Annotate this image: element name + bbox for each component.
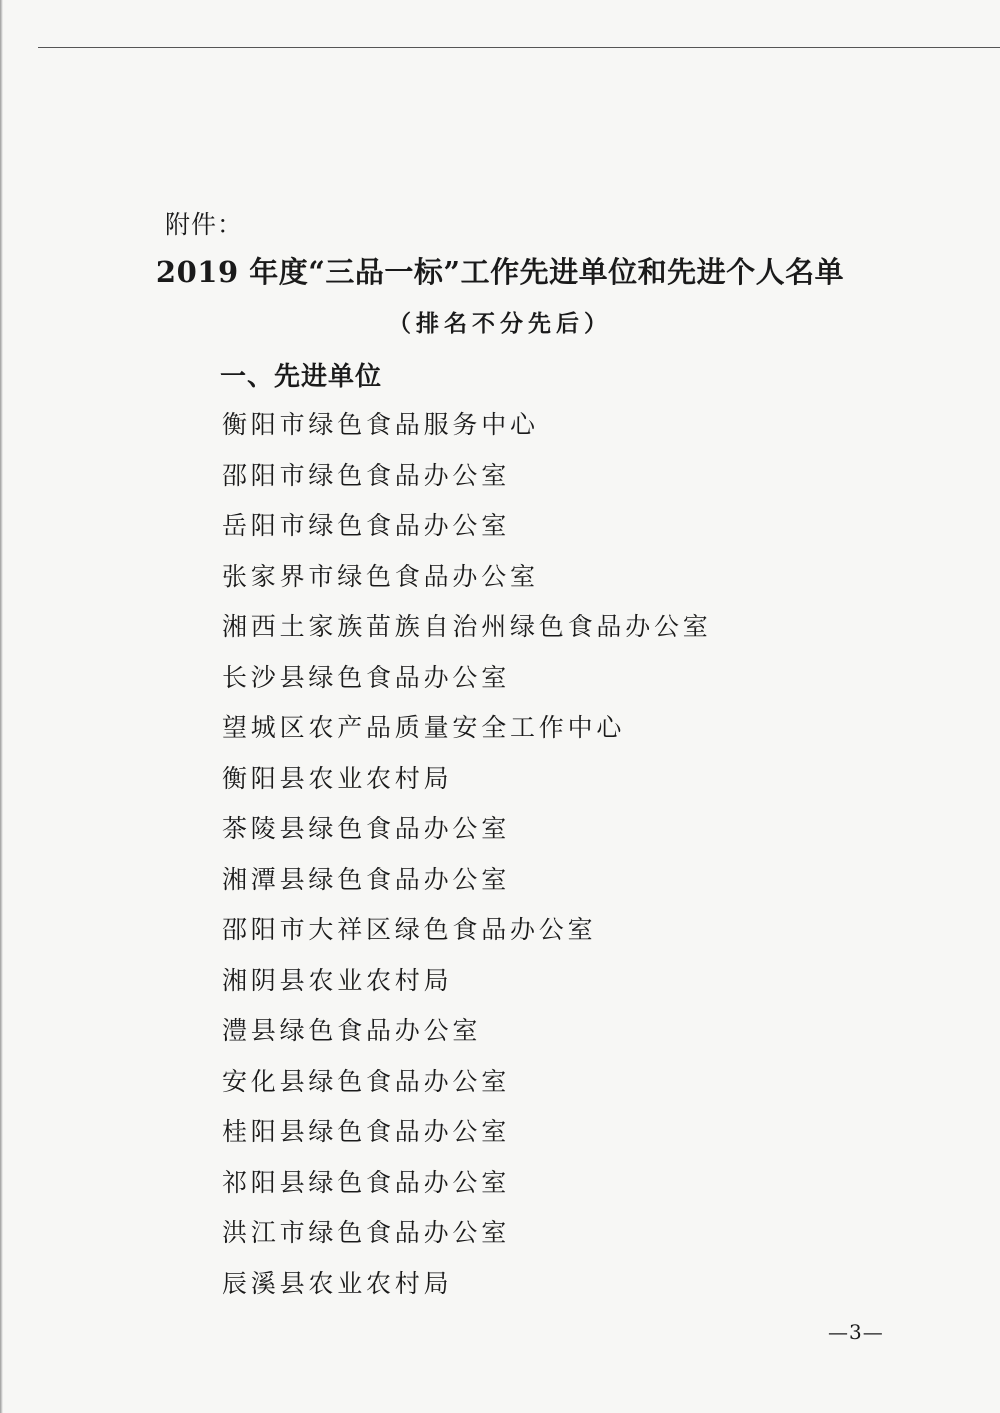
unit-item: 桂阳县绿色食品办公室: [222, 1117, 511, 1146]
unit-item: 邵阳市大祥区绿色食品办公室: [222, 915, 597, 944]
unit-item: 湘潭县绿色食品办公室: [222, 864, 511, 894]
unit-item: 邵阳市绿色食品办公室: [222, 460, 511, 490]
unit-item: 衡阳市绿色食品服务中心: [222, 410, 539, 439]
unit-item: 安化县绿色食品办公室: [222, 1066, 511, 1096]
unit-item: 湘西土家族苗族自治州绿色食品办公室: [222, 612, 712, 641]
page-number: —3—: [828, 1320, 884, 1344]
unit-item: 洪江市绿色食品办公室: [222, 1218, 511, 1247]
header-rule: [38, 47, 1000, 48]
scan-edge-shadow: [0, 0, 3, 1413]
section-heading-advanced-units: 一、先进单位: [220, 362, 383, 392]
unit-item: 长沙县绿色食品办公室: [222, 662, 511, 692]
unit-item: 岳阳市绿色食品办公室: [222, 511, 511, 540]
unit-item: 辰溪县农业农村局: [222, 1268, 453, 1298]
unit-item: 祁阳县绿色食品办公室: [222, 1167, 511, 1197]
document-subtitle: （排名不分先后）: [388, 310, 612, 337]
unit-item: 湘阴县农业农村局: [222, 965, 453, 995]
unit-item: 澧县绿色食品办公室: [222, 1016, 482, 1045]
document-title: 2019 年度“三品一标”工作先进单位和先进个人名单: [155, 255, 845, 289]
unit-item: 张家界市绿色食品办公室: [222, 561, 539, 591]
unit-item: 衡阳县农业农村局: [222, 763, 453, 793]
attachment-label: 附件：: [165, 210, 244, 239]
unit-item: 望城区农产品质量安全工作中心: [222, 713, 626, 742]
advanced-unit-list: [222, 400, 712, 1309]
unit-item: 茶陵县绿色食品办公室: [222, 814, 511, 843]
